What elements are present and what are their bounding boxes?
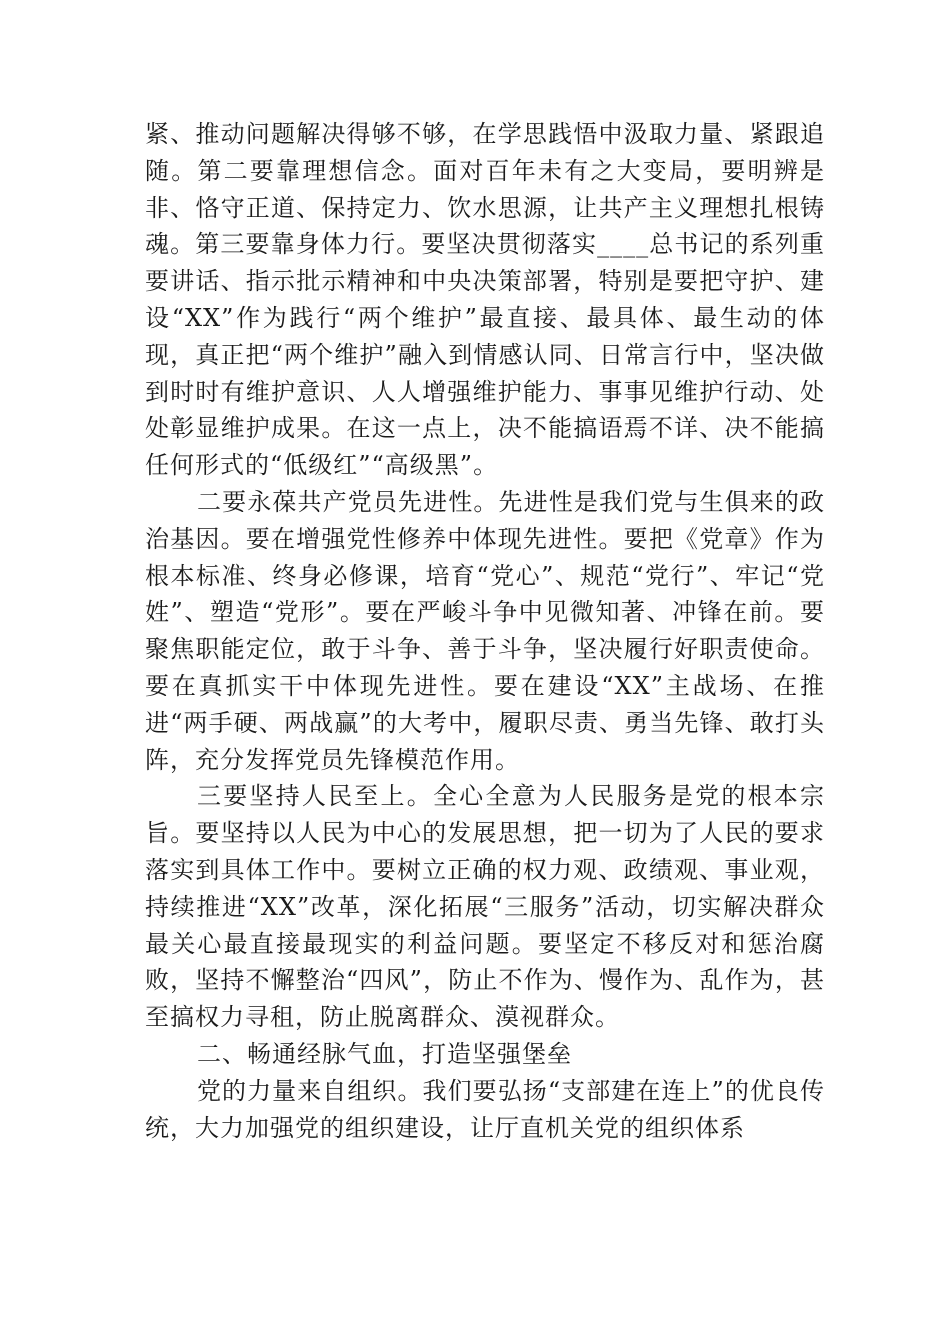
section-heading-2: 二、畅通经脉气血，打造坚强堡垒 [197,1039,572,1068]
document-body [145,116,825,1146]
paragraph-continuation: 紧、推动问题解决得够不够，在学思践悟中汲取力量、紧跟追随。第二要靠理想信念。面对百年未有之大变局，要明辨是非、恪守正道、保持定力、饮水思源，让共产主义理想扎根铸魂。第三要靠身体力行。要坚决贯彻落实____总书记的系列重要讲话、指示批示精神和中央决策部署，特别是要把守护、建设“XX”作为践行“两个维护”最直接、最具体、最生动的体现，真正把“两个维护”融入到情感认同、日常言行中，坚决做到时时有维护意识、人人增强维护能力、事事见维护行动、处处彰显维护成果。在这一点上，决不能搞语焉不详、决不能搞任何形式的“低级红”“高级黑”。 [145,120,825,480]
paragraph-people-first: 三要坚持人民至上。全心全意为人民服务是党的根本宗旨。要坚持以人民为中心的发展思想，把一切为了人民的要求落实到具体工作中。要树立正确的权力观、政绩观、事业观，持续推进“XX”改革，深化拓展“三服务”活动，切实解决群众最关心最直接最现实的利益问题。要坚定不移反对和惩治腐败，坚持不懈整治“四风”，防止不作为、慢作为、乱作为，甚至搞权力寻租，防止脱离群众、漠视群众。 [145,782,825,1032]
paragraph-organization: 党的力量来自组织。我们要弘扬“支部建在连上”的优良传统，大力加强党的组织建设，让厅直机关党的组织体系 [145,1076,825,1142]
paragraph-vanguard: 二要永葆共产党员先进性。先进性是我们党与生俱来的政治基因。要在增强党性修养中体现先进性。要把《党章》作为根本标准、终身必修课，培育“党心”、规范“党行”、牢记“党姓”、塑造“党形”。要在严峻斗争中见微知著、冲锋在前。要聚焦职能定位，敢于斗争、善于斗争，坚决履行好职责使命。要在真抓实干中体现先进性。要在建设“XX”主战场、在推进“两手硬、两战赢”的大考中，履职尽责、勇当先锋、敢打头阵，充分发挥党员先锋模范作用。 [145,487,825,774]
